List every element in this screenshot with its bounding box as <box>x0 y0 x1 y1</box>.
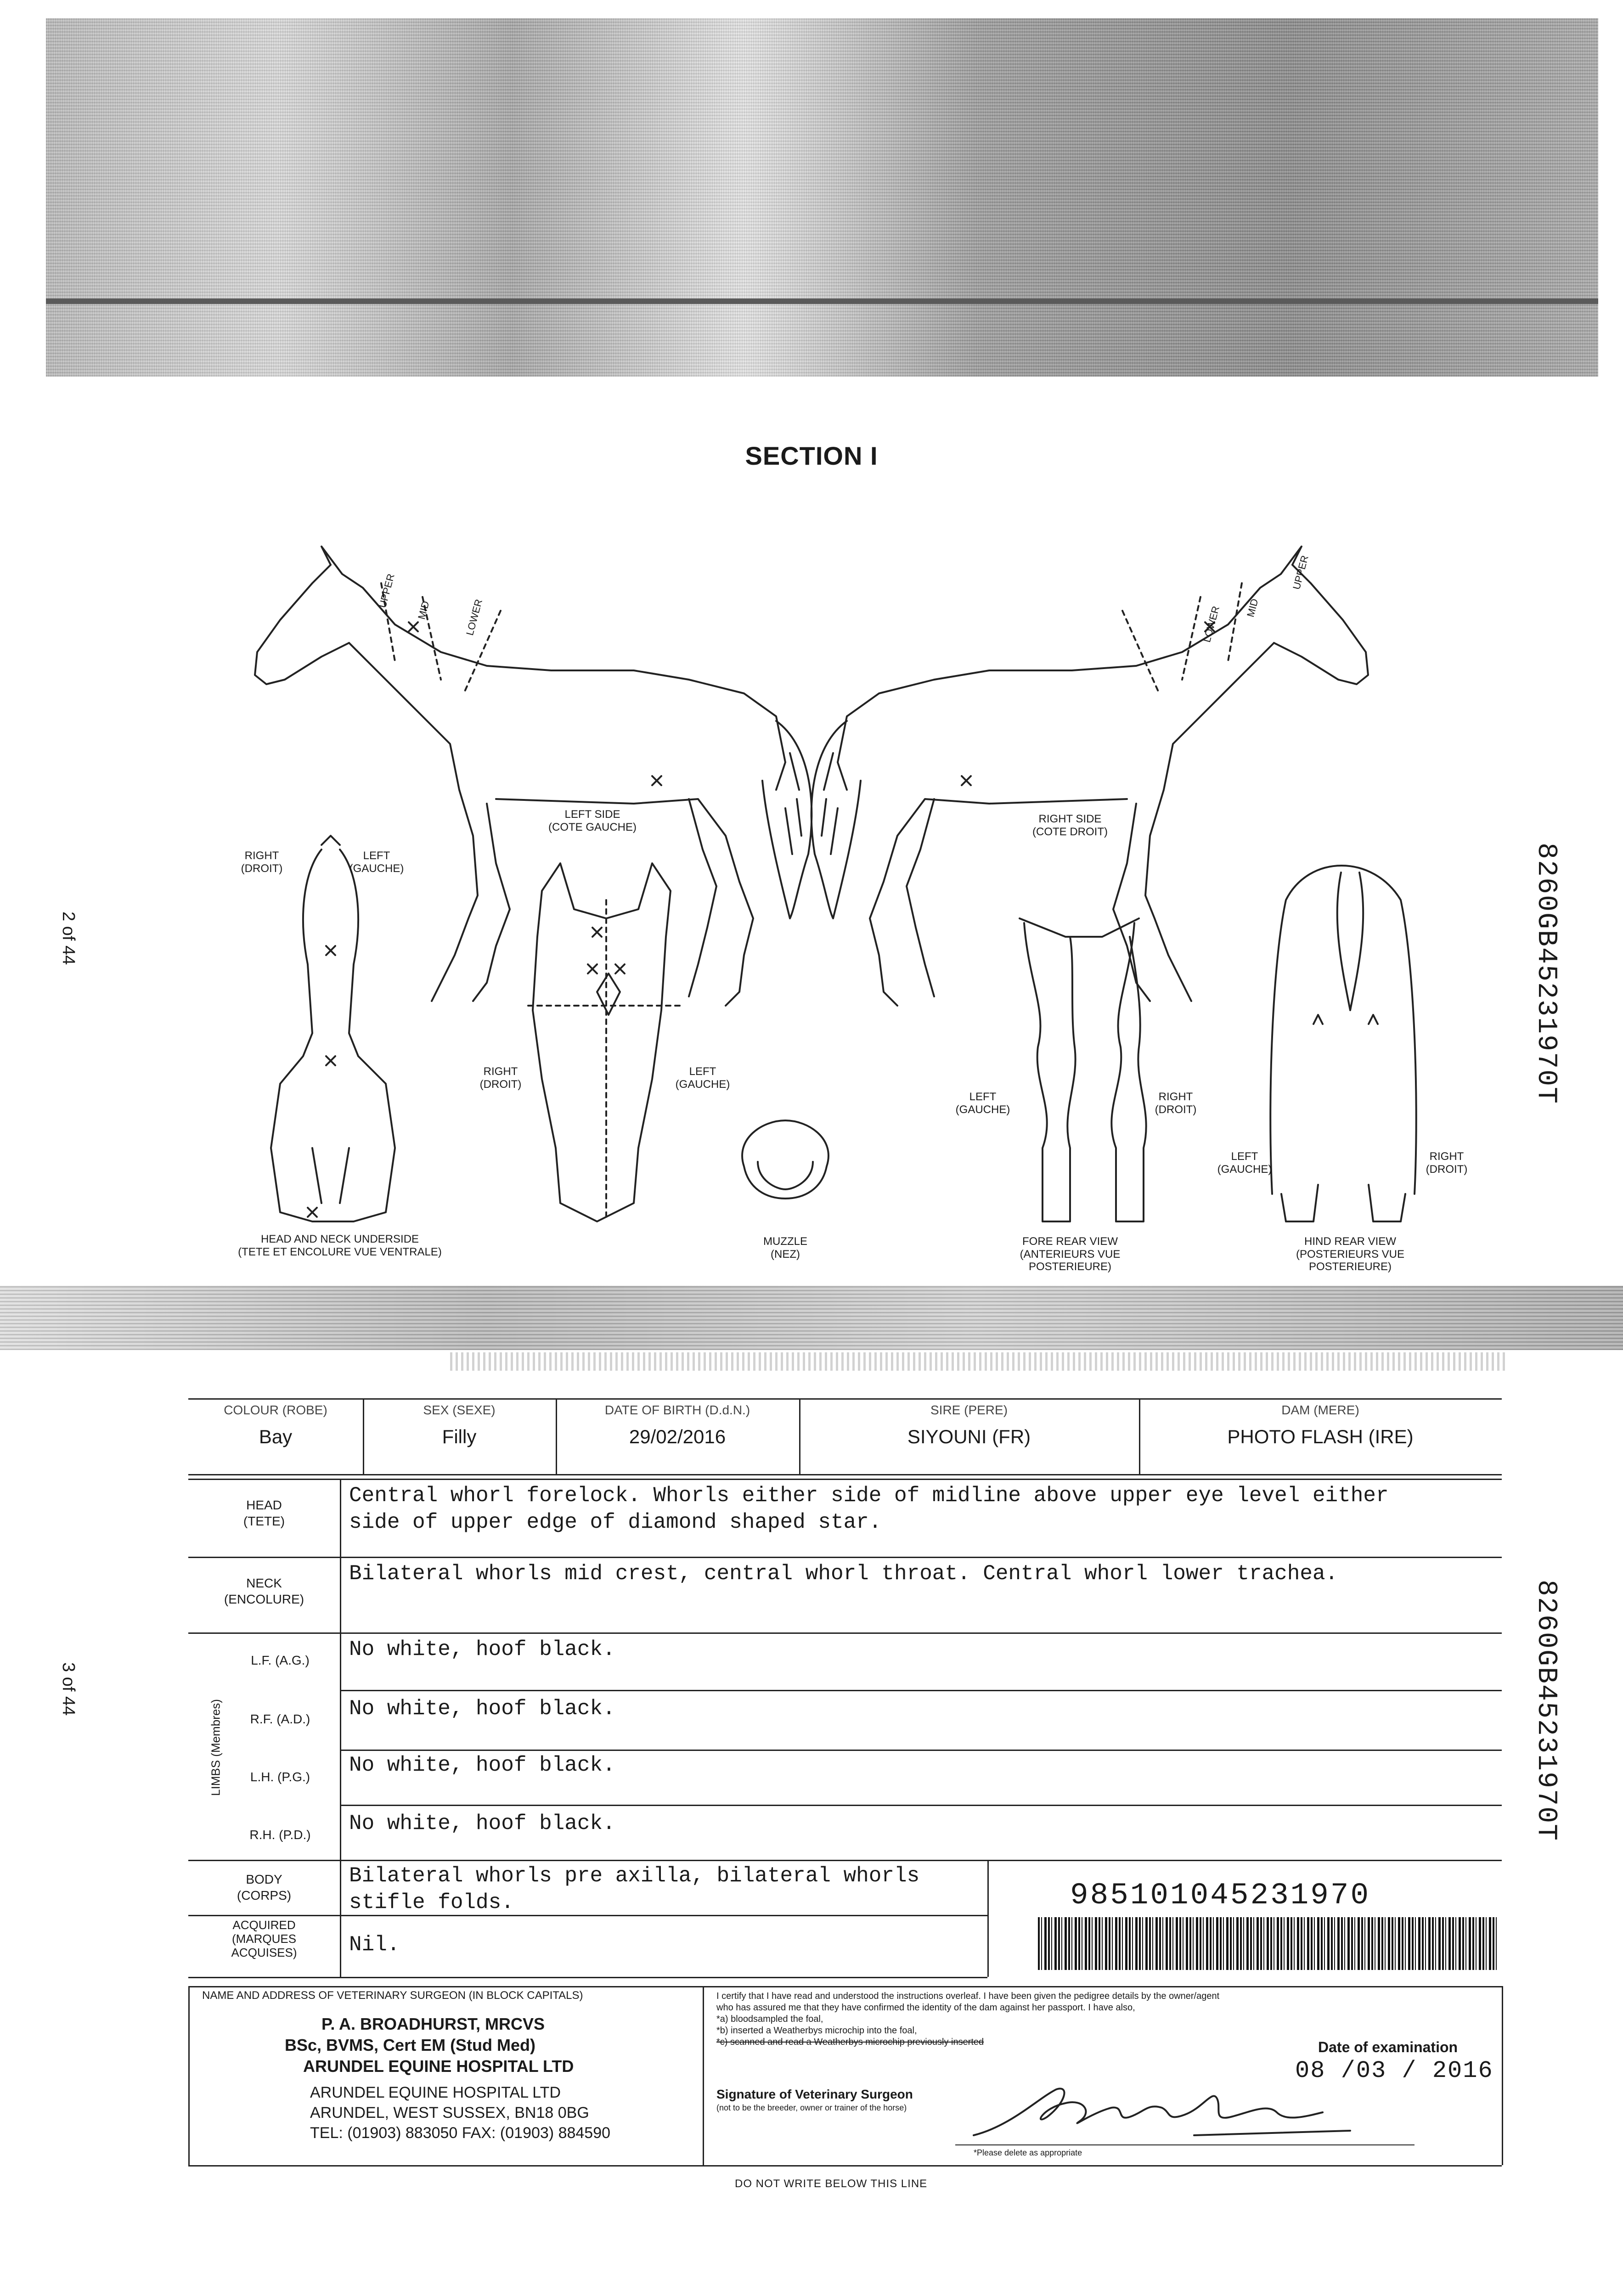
vet-qualifications: BSc, BVMS, Cert EM (Stud Med) <box>285 2036 536 2054</box>
dam-value: PHOTO FLASH (IRE) <box>1227 1426 1414 1447</box>
body-markings: Bilateral whorls pre axilla, bilateral whorls stifle folds. <box>349 1864 920 1914</box>
identification-diagram <box>0 505 1623 1286</box>
head-markings: Central whorl forelock. Whorls either side of midline above upper eye level either side of upper edge of diamond shaped star. <box>349 1484 1389 1534</box>
label-head-right: RIGHT (DROIT) <box>479 1065 522 1091</box>
hind-rear-view-drawing <box>1270 866 1416 1221</box>
label-fore-right: RIGHT (DROIT) <box>1155 1091 1197 1116</box>
microchip-barcode <box>1038 1917 1497 1970</box>
microchip-number: 985101045231970 <box>1070 1878 1371 1913</box>
exam-date-label: Date of examination <box>1318 2039 1458 2055</box>
neck-markings: Bilateral whorls mid crest, central whorl throat. Central whorl lower trachea. <box>349 1562 1338 1586</box>
delete-note: *Please delete as appropriate <box>974 2148 1082 2157</box>
label-hind-caption: HIND REAR VIEW (POSTERIEURS VUE POSTERIEURE) <box>1296 1235 1405 1273</box>
label-neck-upper-left: UPPER <box>377 572 397 609</box>
muzzle-drawing <box>742 1120 828 1199</box>
vet-signature-drawing <box>955 2071 1359 2144</box>
scan-noise-top <box>46 18 1598 377</box>
rh-markings: No white, hoof black. <box>349 1812 615 1835</box>
dob-value: 29/02/2016 <box>629 1426 726 1447</box>
label-hind-right: RIGHT (DROIT) <box>1426 1150 1468 1176</box>
vet-address-line1: ARUNDEL EQUINE HOSPITAL LTD <box>310 2084 561 2101</box>
neck-label: NECK (ENCOLURE) <box>224 1576 304 1606</box>
sire-label: SIRE (PERE) <box>930 1403 1008 1417</box>
label-neck-mid-right: MID <box>1245 597 1261 619</box>
acquired-markings: Nil. <box>349 1933 400 1957</box>
lf-markings: No white, hoof black. <box>349 1638 615 1661</box>
certification-line2: who has assured me that they have confirmed the identity of the dam against her passport. I have also, <box>716 2003 1135 2013</box>
label-fore-left: LEFT (GAUCHE) <box>955 1091 1010 1116</box>
vet-label: NAME AND ADDRESS OF VETERINARY SURGEON (IN BLOCK CAPITALS) <box>202 1989 583 2002</box>
certification-line1: I certify that I have read and understood the instructions overleaf. I have been given the pedigree details by the owner/agent <box>716 1991 1220 2001</box>
signature-sub: (not to be the breeder, owner or trainer of the horse) <box>716 2103 907 2112</box>
label-head-left: LEFT (GAUCHE) <box>675 1065 730 1091</box>
certification-line5: *c) scanned and read a Weatherbys microchip previously inserted <box>716 2037 984 2047</box>
vet-name: P. A. BROADHURST, MRCVS <box>321 2015 545 2033</box>
colour-value: Bay <box>259 1426 293 1447</box>
lh-markings: No white, hoof black. <box>349 1753 615 1777</box>
vet-address-line2: ARUNDEL, WEST SUSSEX, BN18 0BG <box>310 2104 589 2122</box>
label-underside-right: RIGHT (DROIT) <box>241 850 283 875</box>
footer-instruction: DO NOT WRITE BELOW THIS LINE <box>735 2178 928 2190</box>
rf-label: R.F. (A.D.) <box>250 1712 310 1726</box>
label-fore-caption: FORE REAR VIEW (ANTERIEURS VUE POSTERIEURE) <box>1020 1235 1121 1273</box>
label-neck-upper-right: UPPER <box>1291 554 1311 591</box>
scan-line-top <box>46 298 1598 304</box>
colour-label: COLOUR (ROBE) <box>224 1403 327 1417</box>
vet-hospital: ARUNDEL EQUINE HOSPITAL LTD <box>303 2057 574 2076</box>
side-code-lower: 8260GB45231970T <box>1530 1580 1561 1842</box>
page-number-lower: 3 of 44 <box>59 1662 78 1716</box>
lh-label: L.H. (P.G.) <box>250 1770 310 1784</box>
label-left-side: LEFT SIDE (COTE GAUCHE) <box>548 808 637 833</box>
sire-value: SIYOUNI (FR) <box>907 1426 1031 1447</box>
body-label: BODY (CORPS) <box>237 1872 292 1902</box>
dob-label: DATE OF BIRTH (D.d.N.) <box>604 1403 750 1417</box>
scan-noise-middle-strip <box>450 1352 1506 1371</box>
rf-markings: No white, hoof black. <box>349 1697 615 1721</box>
label-muzzle-caption: MUZZLE (NEZ) <box>763 1235 807 1261</box>
label-neck-lower-left: LOWER <box>464 598 485 637</box>
dam-label: DAM (MERE) <box>1281 1403 1359 1417</box>
signature-label: Signature of Veterinary Surgeon <box>716 2087 913 2101</box>
horse-left-side-drawing <box>255 546 812 1006</box>
head-neck-underside-drawing <box>271 836 395 1221</box>
vet-telephone: TEL: (01903) 883050 FAX: (01903) 884590 <box>310 2124 611 2142</box>
sex-value: Filly <box>442 1426 477 1447</box>
limbs-label: LIMBS (Membres) <box>209 1699 223 1796</box>
head-label: HEAD (TETE) <box>243 1498 285 1528</box>
rh-label: R.H. (P.D.) <box>249 1828 311 1842</box>
label-hind-left: LEFT (GAUCHE) <box>1217 1150 1272 1176</box>
certification-line3: *a) bloodsampled the foal, <box>716 2014 823 2024</box>
scan-noise-middle <box>0 1286 1623 1350</box>
label-underside-left: LEFT (GAUCHE) <box>349 850 404 875</box>
acquired-label: ACQUIRED (MARQUES ACQUISES) <box>231 1918 297 1959</box>
label-right-side: RIGHT SIDE (COTE DROIT) <box>1032 813 1108 838</box>
label-underside-caption: HEAD AND NECK UNDERSIDE (TETE ET ENCOLURE VUE VENTRALE) <box>238 1233 442 1258</box>
label-neck-lower-right: LOWER <box>1201 605 1222 644</box>
side-code-upper: 8260GB45231970T <box>1530 843 1561 1105</box>
exam-date: 08 /03 / 2016 <box>1295 2057 1493 2084</box>
sex-label: SEX (SEXE) <box>423 1403 496 1417</box>
lf-label: L.F. (A.G.) <box>251 1653 310 1667</box>
label-neck-mid-left: MID <box>416 600 432 621</box>
head-front-drawing <box>528 863 684 1221</box>
fore-rear-view-drawing <box>1020 918 1146 1221</box>
certification-line4: *b) inserted a Weatherbys microchip into the foal, <box>716 2026 917 2036</box>
page-number-upper: 2 of 44 <box>59 912 78 965</box>
section-title: SECTION I <box>745 441 878 470</box>
